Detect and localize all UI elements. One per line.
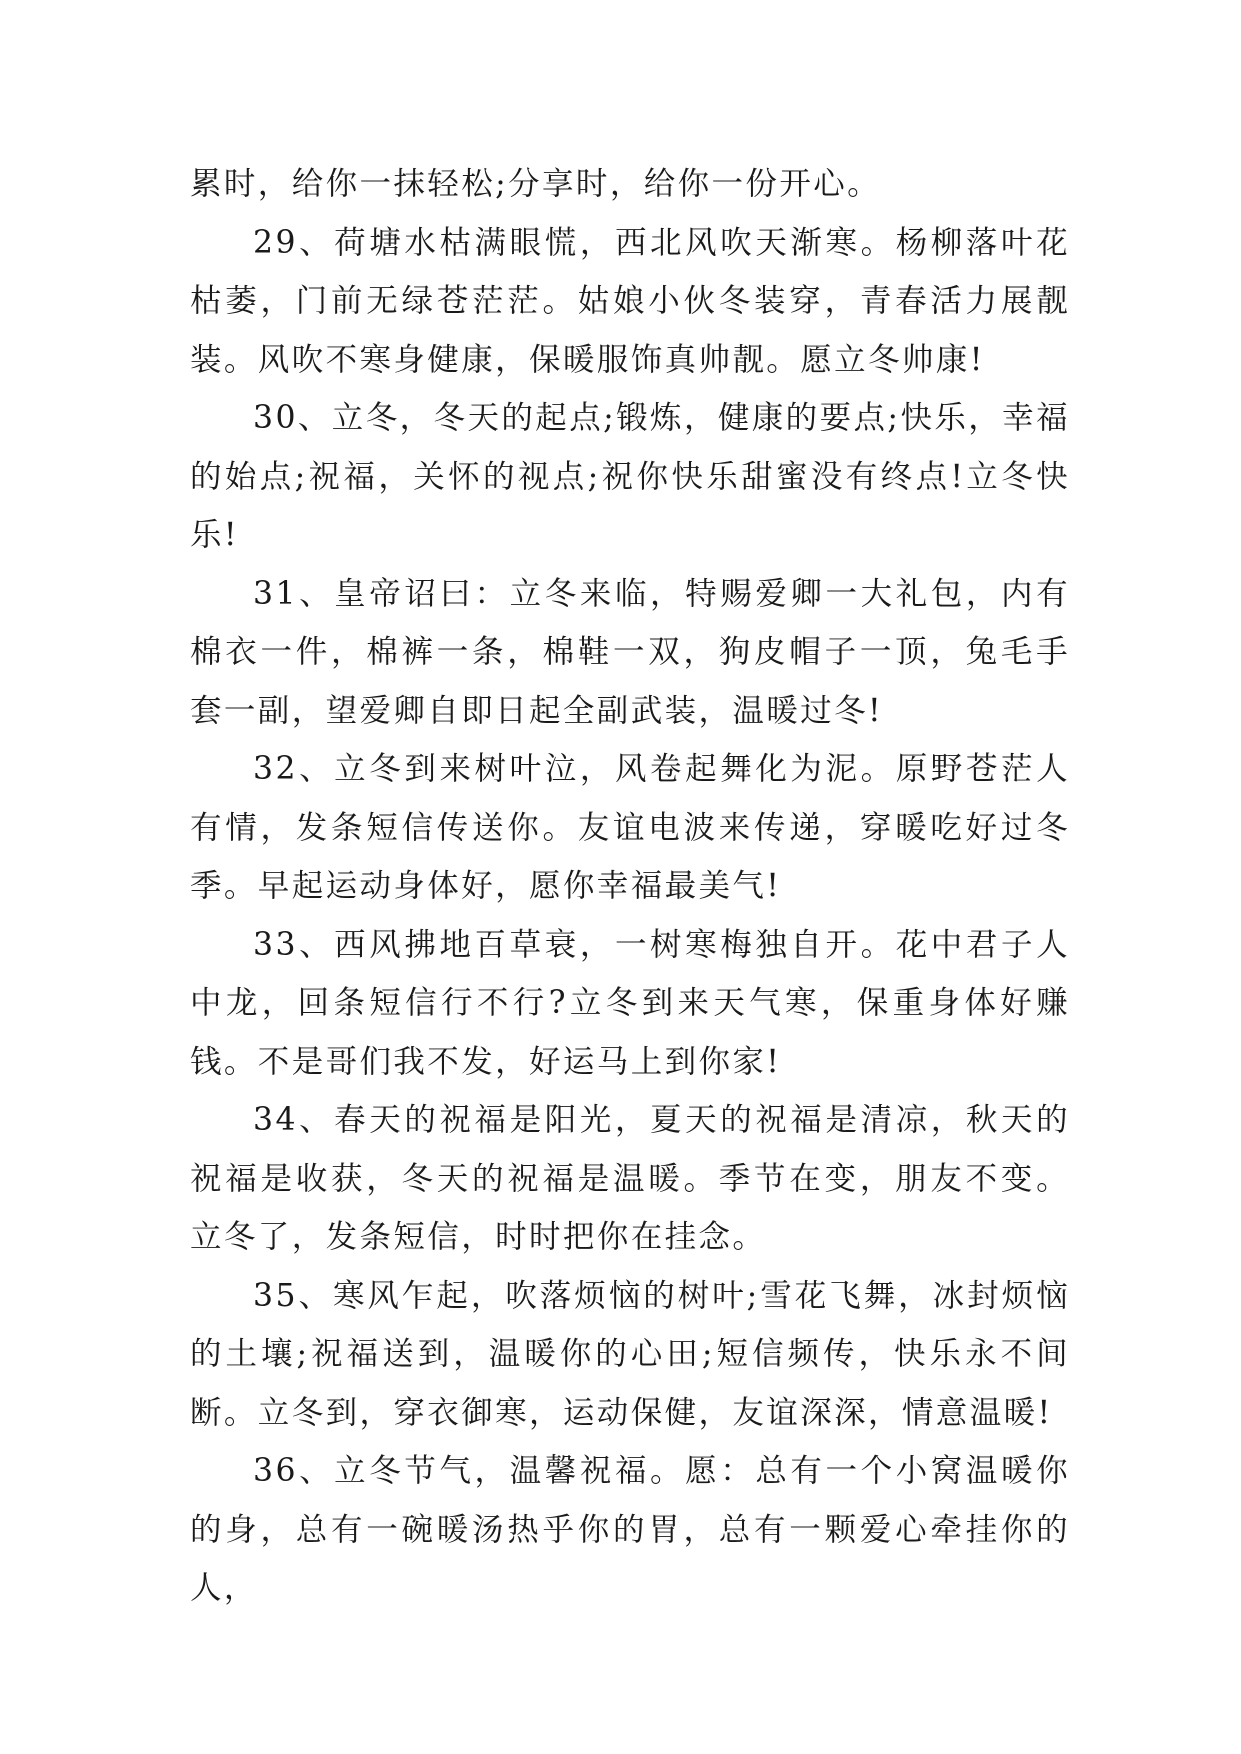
paragraph-30: 30、立冬，冬天的起点;锻炼，健康的要点;快乐，幸福的始点;祝福，关怀的视点;祝你快乐甜蜜没有终点!立冬快乐! [190, 400, 1070, 553]
paragraph-32: 32、立冬到来树叶泣，风卷起舞化为泥。原野苍茫人有情，发条短信传送你。友谊电波来传递，穿暖吃好过冬季。早起运动身体好，愿你幸福最美气! [190, 751, 1070, 904]
document-body [190, 155, 1070, 1618]
continuation-text: 累时，给你一抹轻松;分享时，给你一份开心。 [190, 166, 882, 202]
paragraph-34: 34、春天的祝福是阳光，夏天的祝福是清凉，秋天的祝福是收获，冬天的祝福是温暖。季节在变，朋友不变。立冬了，发条短信，时时把你在挂念。 [190, 1102, 1070, 1255]
paragraph-31: 31、皇帝诏曰：立冬来临，特赐爱卿一大礼包，内有棉衣一件，棉裤一条，棉鞋一双，狗皮帽子一顶，兔毛手套一副，望爱卿自即日起全副武装，温暖过冬! [190, 575, 1070, 729]
paragraph-35: 35、寒风乍起，吹落烦恼的树叶;雪花飞舞，冰封烦恼的土壤;祝福送到，温暖你的心田;短信频传，快乐永不间断。立冬到，穿衣御寒，运动保健，友谊深深，情意温暖! [190, 1277, 1070, 1431]
paragraph-33: 33、西风拂地百草衰，一树寒梅独自开。花中君子人中龙，回条短信行不行?立冬到来天气寒，保重身体好赚钱。不是哥们我不发，好运马上到你家! [190, 926, 1070, 1080]
paragraph-36: 36、立冬节气，温馨祝福。愿：总有一个小窝温暖你的身，总有一碗暖汤热乎你的胃，总有一颗爱心牵挂你的人， [190, 1453, 1070, 1606]
paragraph-29: 29、荷塘水枯满眼慌，西北风吹天渐寒。杨柳落叶花枯萎，门前无绿苍茫茫。姑娘小伙冬装穿，青春活力展靓装。风吹不寒身健康，保暖服饰真帅靓。愿立冬帅康! [190, 224, 1070, 378]
